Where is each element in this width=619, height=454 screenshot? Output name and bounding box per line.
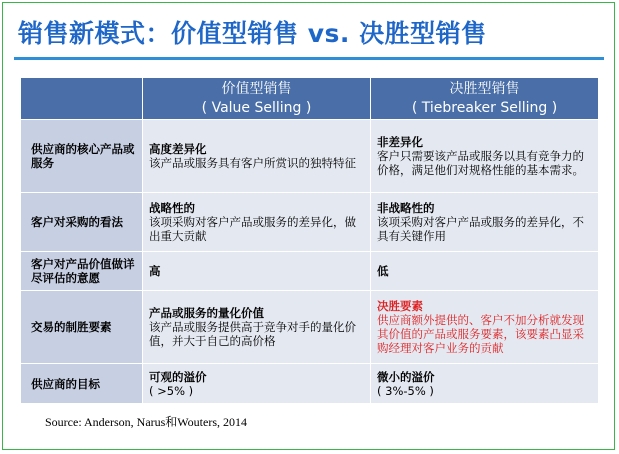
value-selling-cell: [143, 291, 371, 364]
cell-text: 该产品或服务具有客户所赏识的独特特征: [149, 156, 356, 170]
tiebreaker-selling-cell: [371, 291, 599, 364]
row-label: 供应商的核心产品或服务: [21, 120, 143, 193]
cell-heading: 非战略性的: [377, 201, 435, 215]
title-underline: [14, 57, 604, 60]
cell-text: 客户只需要该产品或服务以具有竞争力的价格，满足他们对规格性能的基本需求。: [377, 149, 584, 177]
value-selling-cell: [143, 364, 371, 404]
tiebreaker-selling-cell: [371, 252, 599, 291]
tiebreaker-selling-cell: [371, 193, 599, 252]
row-label: 客户对产品价值做详尽评估的意愿: [21, 252, 143, 291]
cell-text-highlight: 供应商额外提供的、客户不加分析就发现其价值的产品或服务要素，该要素凸显采购经理对客户业务的贡献: [377, 313, 584, 355]
source-citation: Source: Anderson, Narus和Wouters, 2014: [45, 415, 248, 429]
row-label: 交易的制胜要素: [21, 291, 143, 364]
cell-text: 该项采购对客户产品或服务的差异化，做出重大贡献: [149, 215, 356, 243]
cell-heading: 战略性的: [149, 201, 195, 215]
value-selling-cell: [143, 252, 371, 291]
row-label: 客户对采购的看法: [21, 193, 143, 252]
value-selling-cell: [143, 193, 371, 252]
cell-heading-highlight: 决胜要素: [377, 299, 423, 313]
table-row: [21, 252, 599, 291]
cell-heading: 可观的溢价: [149, 369, 207, 384]
header-tiebreaker-selling-english: ( Tiebreaker Selling ): [411, 99, 558, 116]
header-tiebreaker-selling: [371, 78, 599, 120]
tiebreaker-selling-cell: [371, 120, 599, 193]
table-row: [21, 120, 599, 193]
table-row: [21, 364, 599, 404]
cell-heading: 微小的溢价: [377, 369, 435, 384]
header-blank-cell: [21, 78, 143, 120]
header-value-selling-title: 价值型销售: [221, 80, 292, 97]
header-value-selling-english: ( Value Selling ): [201, 99, 312, 116]
cell-heading: 低: [377, 264, 389, 278]
cell-text: ( >5% ): [149, 383, 194, 398]
comparison-table: [20, 77, 599, 404]
cell-text: 该项采购对客户产品或服务的差异化，不具有关键作用: [377, 215, 584, 243]
cell-heading: 产品或服务的量化价值: [149, 306, 264, 320]
header-value-selling: [143, 78, 371, 120]
table-row: [21, 291, 599, 364]
table-row: [21, 193, 599, 252]
cell-heading: 非差异化: [377, 135, 423, 149]
cell-heading: 高: [149, 264, 161, 278]
cell-heading: 高度差异化: [149, 142, 207, 156]
tiebreaker-selling-cell: [371, 364, 599, 404]
value-selling-cell: [143, 120, 371, 193]
header-tiebreaker-selling-title: 决胜型销售: [449, 80, 520, 97]
table-header-row: [21, 78, 599, 120]
cell-text: ( 3%-5% ): [377, 383, 434, 398]
cell-text: 该产品或服务提供高于竞争对手的量化价值，并大于自己的高价格: [149, 320, 356, 348]
slide-title: 销售新模式：价值型销售 vs. 决胜型销售: [18, 19, 487, 48]
row-label: 供应商的目标: [21, 364, 143, 404]
